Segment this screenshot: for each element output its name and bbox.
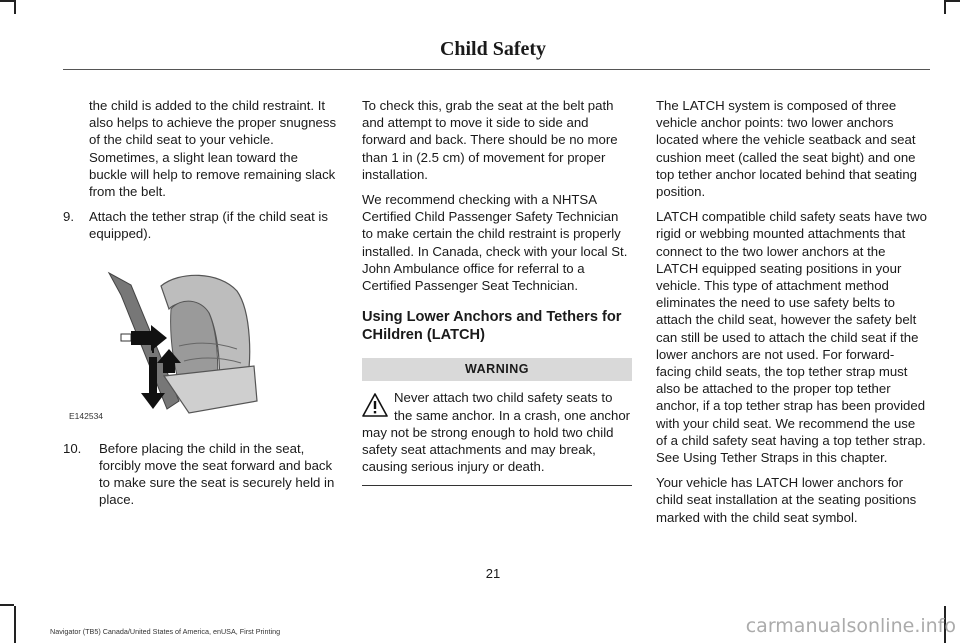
warning-box (362, 389, 632, 486)
warning-triangle-icon (362, 393, 388, 417)
paragraph: LATCH compatible child safety seats have two rigid or webbing mounted attachments that connect to the two lower anchors at the LATCH equipped seating positions in your vehicle. This type of attachment method eliminates the need to use safety belts to attach the child seat, however the safety belt can still be used to attach the child seat if the lower anchors are not used. For forward-facing child seats, the top tether strap must also be attached to the proper top tether anchor, if a top tether strap has been provided with your child seat. We recommend the use of a child safety seat having a top tether strap. See Using Tether Straps in this chapter. (656, 209, 927, 466)
paragraph: Your vehicle has LATCH lower anchors for child seat installation at the seating positions marked with the child seat symbol. (656, 475, 917, 525)
header-divider (63, 69, 930, 70)
child-seat-illustration (69, 251, 269, 426)
crop-mark (14, 606, 16, 643)
crop-mark (944, 0, 946, 14)
watermark: carmanualsonline.info (745, 615, 956, 637)
child-seat-figure (69, 251, 269, 426)
paragraph: The LATCH system is composed of three vehicle anchor points: two lower anchors located where the vehicle seatback and seat cushion meet (called the seat bight) and one top tether anchor located behind that seating position. (656, 98, 918, 200)
warning-text: Never attach two child safety seats to the same anchor. In a crash, one anchor may not be strong enough to hold two child safety seat attachments and may break, causing serious injury or death. (362, 390, 631, 475)
figure-code: E142534 (69, 411, 104, 422)
paragraph: To check this, grab the seat at the belt path and attempt to move it side to side and forward and back. There should be no more than 1 in (2.5 cm) of movement for proper installation. (362, 98, 618, 182)
crop-mark (0, 604, 14, 606)
warning-title: WARNING (362, 358, 632, 381)
section-heading: Using Lower Anchors and Tethers for CHildren (LATCH) (362, 309, 622, 344)
crop-mark (0, 0, 14, 2)
step-10 (63, 440, 338, 509)
column-middle (362, 97, 632, 486)
page-number: 21 (485, 566, 501, 581)
step-number: 10. (63, 440, 82, 456)
crop-mark (14, 0, 16, 14)
paragraph: We recommend checking with a NHTSA Certified Child Passenger Safety Technician to make certain the child restraint is properly installed. In Canada, check with your local St. John Ambulance office for referral to a Certified Passenger Seat Technician. (362, 192, 628, 294)
page-title: Child Safety (439, 38, 547, 60)
step-text: Before placing the child in the seat, forcibly move the seat forward and back to make sure the seat is securely held in place. (99, 440, 335, 508)
continued-paragraph: the child is added to the child restraint. It also helps to achieve the proper snugness of the child seat to your vehicle. Sometimes, a slight lean toward the buckle will help to remove remaining slack from the belt. (89, 98, 337, 200)
step-text: Attach the tether strap (if the child seat is equipped). (89, 209, 328, 242)
step-9 (63, 208, 338, 242)
column-left (63, 97, 338, 516)
step-number: 9. (63, 209, 74, 225)
column-right (656, 97, 928, 534)
crop-mark (946, 0, 960, 2)
footer-text: Navigator (TB5) Canada/United States of America, enUSA, First Printing (50, 627, 281, 636)
